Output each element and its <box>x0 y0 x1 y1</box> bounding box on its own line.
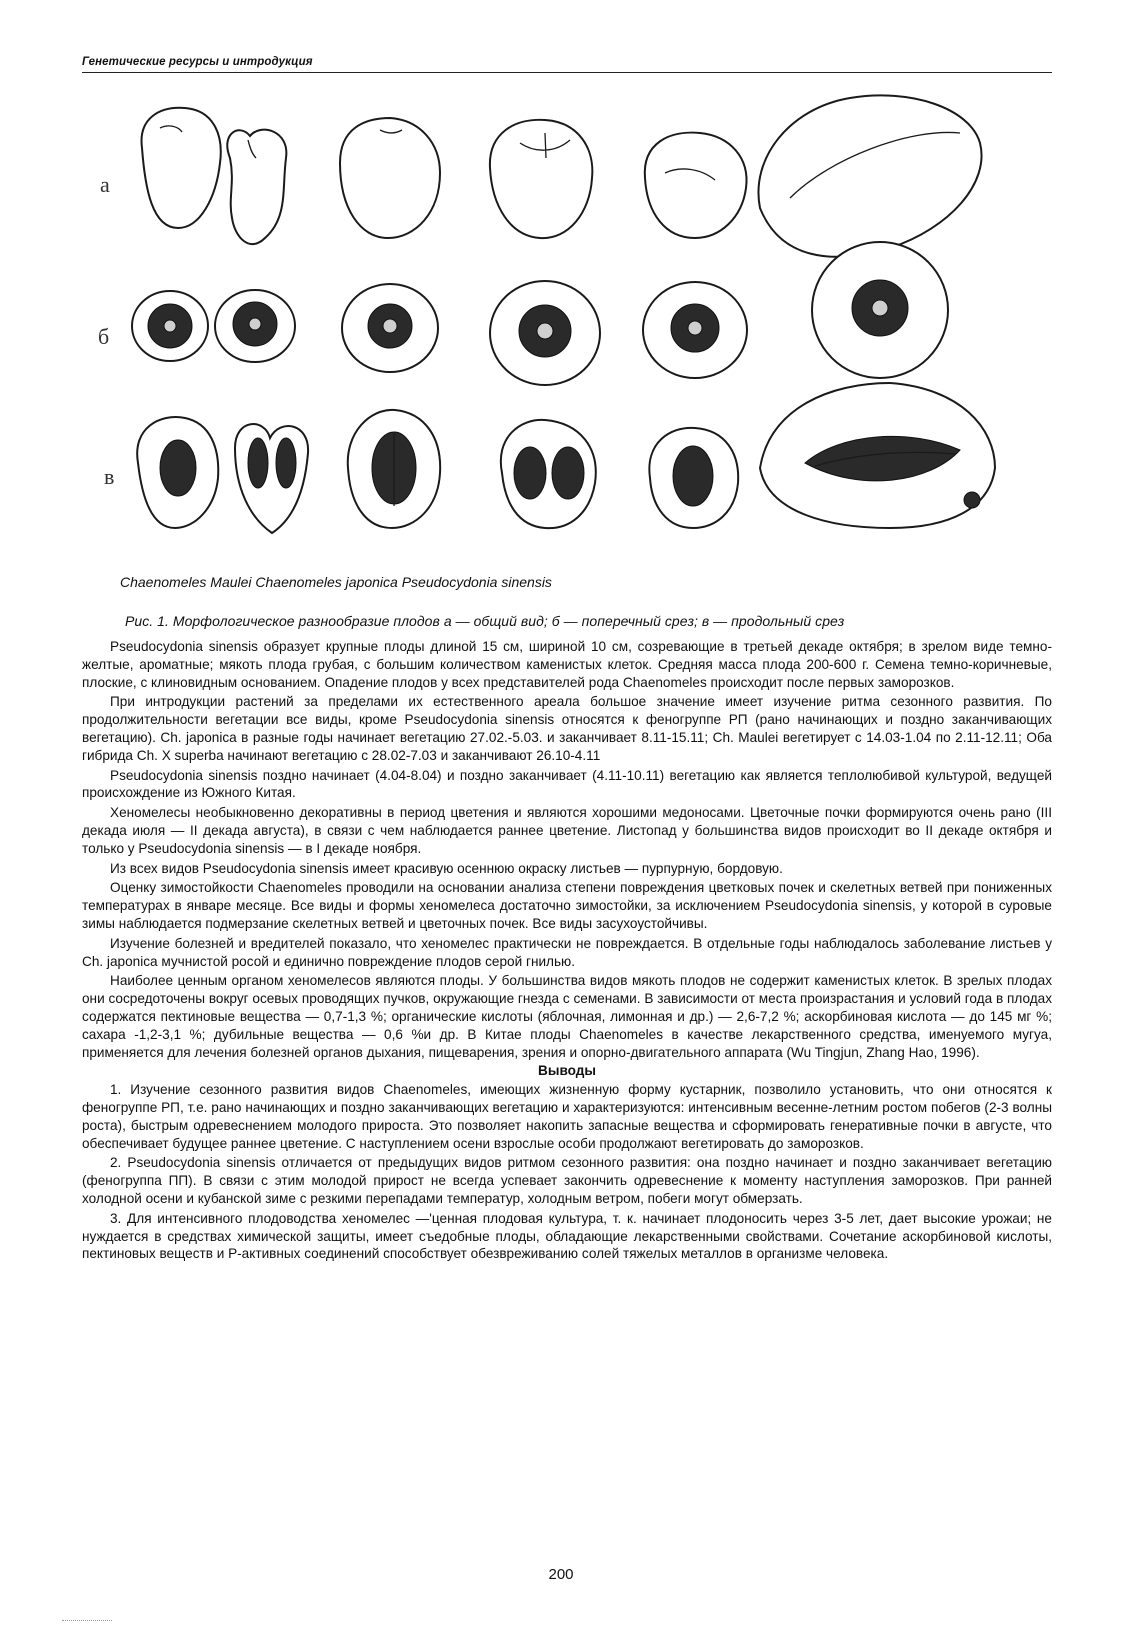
conclusion-3: 3. Для интенсивного плодоводства хеномелес —'ценная плодовая культура, т. к. начинает плодоносить через 3-5 лет, дает высокие урожаи; не нуждается в средствах химической защиты, имеет съедобные плоды, обладающие лекарственными свойствами. Сочетание аскорбиновой кислоты, пектиновых веществ и Р-активных соединений способствует обезвреживанию солей тяжелых металлов в организме человека. <box>82 1210 1052 1262</box>
header-rule <box>82 72 1052 73</box>
paragraph-winter-hardiness: Оценку зимостойкости Chaenomeles проводили на основании анализа степени повреждения цветковых почек и скелетных ветвей при пониженных температурах в январе месяце. Все виды и формы хеномелеса достаточно зимостойки, за исключением Pseudocydonia sinensis, у которой в суровые зимы наблюдается подмерзание скелетных ветвей и цветочных почек. Все виды засухоустойчивы. <box>82 880 1052 931</box>
paragraph-pseudocydonia-vegetation: Pseudocydonia sinensis поздно начинает (4.04-8.04) и поздно заканчивает (4.11-10.11) вегетацию как является теплолюбивой культурой, ведущей происхождение из Южного Китая. <box>82 767 1052 801</box>
paragraph-flowering: Хеномелесы необыкновенно декоративны в период цветения и являются хорошими медоносами. Цветочные почки формируются очень рано (III декада июля — II декада августа), в связи с чем наблюдается раннее цветение. Листопад у большинства видов происходит во II декаде октября и только у Pseudocydonia sinensis — в I декаде ноября. <box>82 805 1052 856</box>
fruit-drawings <box>90 88 1050 558</box>
paragraph-seasonal-rhythm: При интродукции растений за пределами их естественного ареала большое значение имеет изучение ритма сезонного развития. По продолжительности вегетации все виды, кроме Pseudocydonia sinensis относятся к феногруппе РП (рано начинающих и поздно заканчивающих вегетацию). Ch. japonica в разные годы начинает вегетацию 27.02.-5.03. и заканчивает 8.11-15.11; Ch. Maulei вегетирует с 14.03-1.04 по 2.11-12.11; Оба гибрида Ch. X superba начинают вегетацию с 28.02-7.03 и заканчивают 26.10-4.11 <box>82 694 1052 763</box>
fruit-morphology-figure <box>90 88 1050 558</box>
paragraph-fruit-value: Наиболее ценным органом хеномелесов являются плоды. У большинства видов мякоть плодов не содержит каменистых клеток. В зрелых плодах они сосредоточены вокруг осевых проводящих пучков, окружающие гнезда с семенами. В зависимости от места произрастания и условий года в плодах содержатся пектиновые вещества — 0,7-1,3 %; органические кислоты (яблочная, лимонная и др.) — 2,6-7,2 %; аскорбиновая кислота — до 145 мг %; сахара -1,2-3,1 %; дубильные вещества — 0,6 %и др. В Китае плоды Chaenomeles в качестве лекарственного средства, именуемого мугуа, применяется для лечения болезней органов дыхания, пищеварения, зрения и опорно-двигательного аппарата (Wu Tingjun, Zhang Hao, 1996). <box>82 973 1052 1060</box>
page-number: 200 <box>548 1566 574 1583</box>
row-c-longitudinal-sections <box>137 383 995 533</box>
row-label-c: в <box>104 464 115 489</box>
running-header: Генетические ресурсы и интродукция <box>82 56 313 68</box>
conclusion-2: 2. Pseudocydonia sinensis отличается от предыдущих видов ритмом сезонного развития: она поздно начинает и поздно заканчивает вегетацию (феногруппа ПП). В связи с этим молодой прирост не всегда успевает закончить одревеснение к моменту наступления заморозков. При ранней холодной осени и кубанской зиме с резкими перепадами температур, холодным ветром, побеги могут обмерзать. <box>82 1155 1052 1206</box>
paragraph-diseases: Изучение болезней и вредителей показало, что хеномелес практически не повреждается. В отдельные годы наблюдалось заболевание листьев у Ch. japonica мучнистой росой и единично повреждение плодов серой гнилью. <box>82 935 1052 969</box>
figure-caption: Рис. 1. Морфологическое разнообразие плодов а — общий вид; б — поперечный срез; в — продольный срез <box>125 613 845 629</box>
conclusion-1: 1. Изучение сезонного развития видов Chaenomeles, имеющих жизненную форму кустарник, позволило установить, что они относятся к феногруппе РП, т.е. рано начинающих и поздно заканчивающих вегетацию и характеризуются: интенсивным весенне-летним ростом побегов (2-3 волны роста), быстрым одревеснением молодого прироста. Это позволяет накопить запасные вещества и сформировать генеративные почки в августе, что обеспечивает будущее раннее цветение. С наступлением осени взрослые особи продолжают вегетировать до заморозков. <box>82 1082 1052 1151</box>
article-body <box>82 638 1052 1263</box>
footer-dots <box>62 1620 112 1621</box>
row-label-a: а <box>100 172 110 197</box>
conclusions-heading: Выводы <box>538 1063 596 1079</box>
paragraph-autumn-color: Из всех видов Pseudocydonia sinensis имеет красивую осеннюю окраску листьев — пурпурную, бордовую. <box>110 860 783 876</box>
paragraph-fruit-description: Pseudocydonia sinensis образует крупные плоды длиной 15 см, шириной 10 см, созревающие в третьей декаде октября; в зрелом виде темно-желтые, ароматные; мякоть плода грубая, с большим количеством каменистых клеток. Средняя масса плода 200-600 г. Семена темно-коричневые, плоские, с клиновидным основанием. Опадение плодов у всех представителей рода Chaenomeles происходит после первых заморозков. <box>82 639 1052 690</box>
row-label-b: б <box>98 324 110 349</box>
row-a-whole-fruits <box>142 95 982 256</box>
figure-species-line: Chaenomeles Maulei Chaenomeles japonica Pseudocydonia sinensis <box>120 574 552 590</box>
row-b-cross-sections <box>132 242 948 385</box>
